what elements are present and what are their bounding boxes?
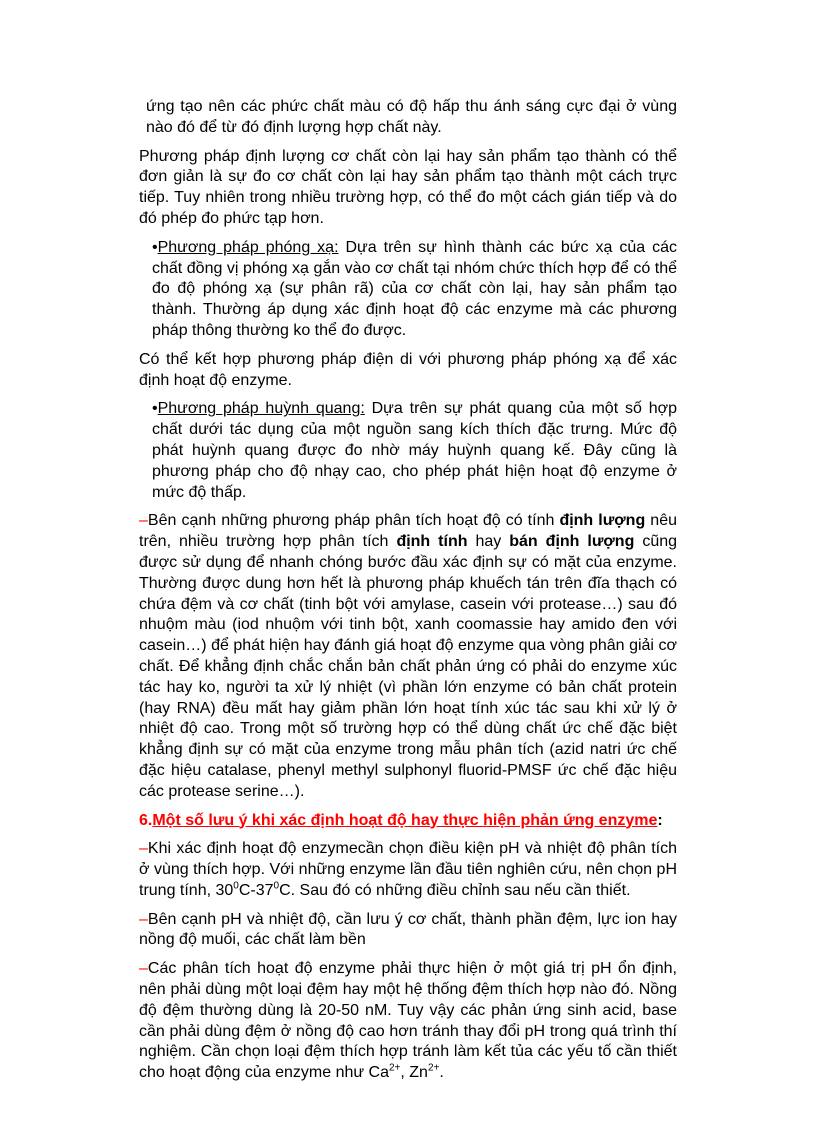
text-run: , Zn [400,1064,428,1082]
para-intro-cont [139,97,677,139]
text-run: – [139,910,148,928]
para-quantify-substrate [139,147,677,230]
heading-section-6 [139,811,677,832]
text-run: • [152,400,158,418]
para-electrophoresis [139,350,677,392]
text-run: bán định lượng [509,533,635,551]
text-run: C-37 [238,881,274,899]
text-run: • [152,238,158,256]
text-run: – [139,512,148,530]
para-bullet-radioactive [139,238,677,342]
text-run: định lượng [559,512,646,530]
text-run: Phương pháp phóng xạ: [157,238,339,256]
text-run: 6. [139,811,153,829]
text-run: Có thể kết hợp phương pháp điện di với phương pháp phóng xạ để xác định hoạt độ enzyme. [139,350,677,389]
text-run: . [439,1064,444,1082]
para-ph-temp [139,839,677,901]
text-run: nêu trên, nhiều trường hợp phân tích [139,512,677,551]
text-run: 2+ [427,1062,440,1074]
text-run: định tính [396,533,468,551]
para-bullet-fluorescence [139,399,677,503]
para-qualitative [139,511,677,802]
text-run: Phương pháp định lượng cơ chất còn lại hay sản phẩm tạo thành có thể đơn giản là sự đo cơ chất còn lại hay sản phẩm tạo thành một cách trực tiếp. Tuy nhiên trong nhiều trường hợp, có thể đo một cách gián tiếp và do đó phép đo phức tạp hơn. [139,147,677,227]
text-run: Bên cạnh pH và nhiệt độ, cần lưu ý cơ chất, thành phần đệm, lực ion hay nồng độ muối, các chất làm bền [139,910,677,949]
text-run: Dựa trên sự hình thành các bức xạ của các chất đồng vị phóng xạ gắn vào cơ chất tại nhóm chức thích hợp để có thể đo độ phóng xạ (sự phân rã) của cơ chất còn lại, hay sản phẩm tạo thành. Thường áp dụng xác định hoạt độ các enzyme mà các phương pháp thông thường ko thể đo được. [152,238,677,339]
text-run: C. Sau đó có những điều chỉnh sau nếu cần thiết. [279,881,631,899]
text-run: ứng tạo nên các phức chất màu có độ hấp thu ánh sáng cực đại ở vùng nào đó để từ đó định lượng hợp chất này. [146,98,677,136]
text-run: 2+ [388,1062,401,1074]
text-run: Dựa trên sự phát quang của một số hợp chất dưới tác dụng của một nguồn sang kích thích đặc trưng. Mức độ phát huỳnh quang được đo nhờ máy huỳnh quang kế. Đây cũng là phương pháp cho độ nhạy cao, cho phép phát hiện hoạt độ enzyme ở mức độ thấp. [152,400,677,501]
text-run: Phương pháp huỳnh quang: [157,400,365,418]
text-run: 0 [273,880,280,892]
text-run: Một số lưu ý khi xác định hoạt độ hay thực hiện phản ứng enzyme [152,811,658,829]
text-run: Bên cạnh những phương pháp phân tích hoạt độ có tính [147,512,560,530]
para-buffer-note [139,910,677,952]
para-buffer-concentration [139,959,677,1084]
text-run: – [139,960,148,978]
text-run: 0 [233,880,239,892]
text-run: cũng được sử dụng để nhanh chóng bước đầu xác định sự có mặt của enzyme. Thường được dung hơn hết là phương pháp khuếch tán trên đĩa thạch có chứa đệm và cơ chất (tinh bột với amylase, casein với protease…) sau đó nhuộm màu (iod nhuộm với tinh bột, xanh coomassie hay amido đen với casein…) để phát hiện hay đánh giá hoạt độ enzyme qua vòng phân giải cơ chất. Để khẳng định chắc chắn bản chất phản ứng có phải do enzyme xúc tác hay ko, người ta xử lý nhiệt (vì phần lớn enzyme có bản chất protein (hay RNA) đều mất hay giảm phần lớn hoạt tính xúc tác sau khi xử lý ở nhiệt độ cao. Trong một số trường hợp có thể dùng chất ức chế đặc biệt khẳng định sự có mặt của enzyme trong mẫu phân tích (azid natri ức chế đặc hiệu catalase, phenyl methyl sulphonyl fluorid-PMSF ức chế đặc hiệu các protease serine…). [139,533,678,800]
text-run: – [139,840,148,858]
text-run: Khi xác định hoạt độ enzymecần chọn điều kiện pH và nhiệt độ phân tích ở vùng thích hợp. Với những enzyme lần đầu tiên nghiên cứu, nên chọn pH trung tính, 30 [139,840,677,899]
text-run: : [657,811,663,829]
text-run: Các phân tích hoạt độ enzyme phải thực hiện ở một giá trị pH ổn định, nên phải dùng một loại đệm hay một hệ thống đệm thích hợp nào đó. Nồng độ đệm thường dùng là 20-50 nM. Tuy vậy các phản ứng sinh acid, base cần phải dùng đệm ở nồng độ cao hơn tránh thay đổi pH trong quá trình thí nghiệm. Cần chọn loại đệm thích hợp tránh làm kết tủa các yếu tố cần thiết cho hoạt động của enzyme như Ca [139,960,677,1082]
text-run: hay [467,533,510,551]
